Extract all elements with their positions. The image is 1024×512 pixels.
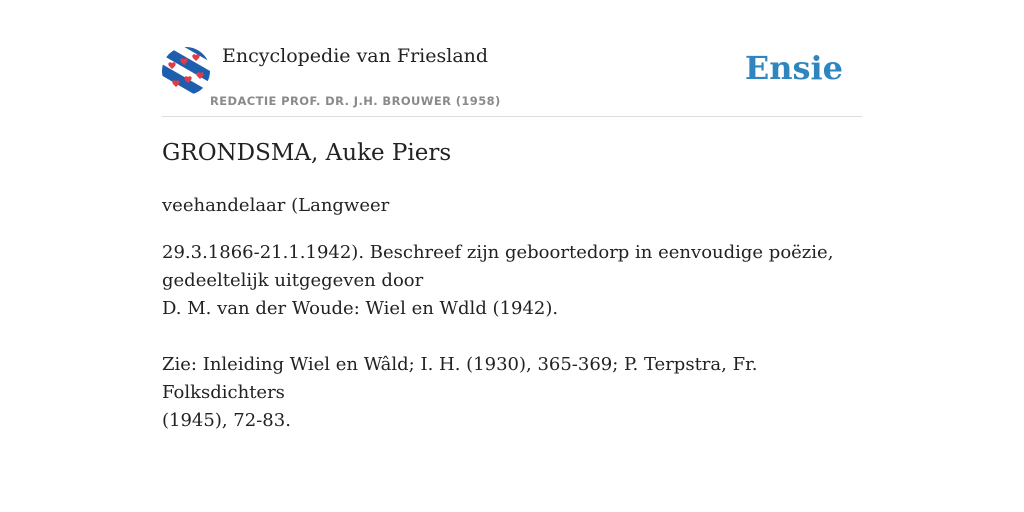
site-subtitle: REDACTIE PROF. DR. J.H. BROUWER (1958) — [210, 94, 501, 108]
entry-paragraph — [162, 239, 862, 323]
header — [162, 0, 862, 117]
entry-references — [162, 351, 862, 435]
entry-paragraph: veehandelaar (Langweer — [162, 195, 390, 216]
entry-text-line: gedeeltelijk uitgegeven door — [162, 270, 424, 291]
ensie-logo[interactable]: Ensie — [744, 49, 843, 87]
entry-text-line: Zie: Inleiding Wiel en Wâld; I. H. (1930), 365-369; P. Terpstra, Fr. Folksdichters — [162, 354, 758, 403]
entry-text-line: D. M. van der Woude: Wiel en Wdld (1942). — [162, 298, 559, 319]
friesland-flag-icon[interactable] — [162, 47, 210, 95]
entry-text-line: (1945), 72-83. — [162, 410, 291, 431]
entry-text-line: 29.3.1866-21.1.1942). Beschreef zijn geboortedorp in eenvoudige poëzie, — [162, 242, 834, 263]
page — [162, 0, 862, 512]
entry-title: GRONDSMA, Auke Piers — [162, 140, 452, 166]
site-title[interactable]: Encyclopedie van Friesland — [222, 45, 489, 67]
